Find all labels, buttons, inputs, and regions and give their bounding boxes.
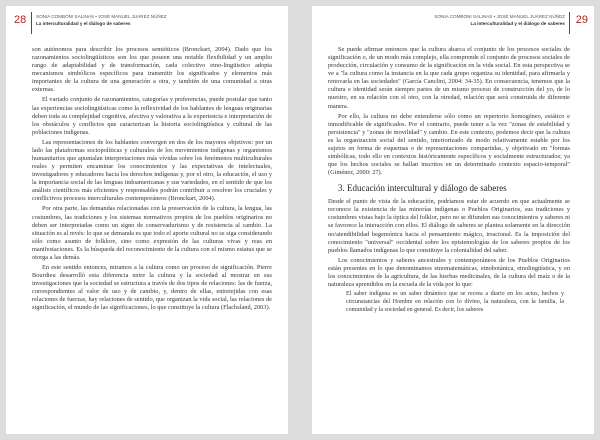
section-heading: 3. Educación intercultural y diálogo de saberes xyxy=(338,183,507,194)
header-divider xyxy=(31,12,32,34)
paragraph: En este sentido entonces, miramos a la cultura como un proceso de significación. Pierre Bourdieu desarrolló esta diferencia entre la cultura y la sociedad al mostrar en sus investigaciones que la sociedad se estructura a través de dos tipos de relaciones: las de fuerza, correspondientes al valor de uso y de cambio, y, dentro de ellas, entretejidas con esas relaciones de fuerzas, hay relaciones de sentido, que organizan la vida social, las relaciones de significación, el mundo de las significaciones, lo que constituye la cultura (Flachsland, 2003). xyxy=(32,264,272,312)
header-title: La interculturalidad y el diálogo de saberes xyxy=(36,21,131,26)
paragraph: Los conocimientos y saberes ancestrales y contemporáneos de los Pueblos Originarios están presentes en lo que denominamos etnomatemáticas, etnobotánica, etnolingüística, y en los conocimientos de la agricultura, de las hierbas medicinales, de la cultura del maíz o de la naturaleza aprendidos en la escuela de la vida por lo que: xyxy=(328,256,570,289)
running-header xyxy=(434,13,565,27)
paragraph: Se puede afirmar entonces que la cultura abarca el conjunto de los procesos sociales de significación o, de un modo más complejo, ella comprende el conjunto de procesos sociales de producción, circulación y consumo de la significación en la vida social. En esta perspectiva se ve a "la cultura como la instancia en la que cada grupo organiza su identidad, para afirmarla y renovarla en las sociedades" (García Canclini, 2004: 34-35). En consecuencia, tenemos que la cultura e identidad serán siempre partes de un mismo proceso de construcción del yo, de lo nuestro, en su relación con el otro, con la otredad, relación que será construida de diferente manera. xyxy=(328,46,570,110)
page-body xyxy=(32,46,272,428)
header-authors: SONIA COMBONI SALINAS • JOSÉ MANUEL JUÁREZ NÚÑEZ xyxy=(36,14,167,19)
paragraph: Por ello, la cultura no debe entenderse sólo como un repertorio homogéneo, estático e inmodificable de significados. Por el contrario, puede tener a la vez "zonas de estabilidad y persistencia" y "zonas de movilidad" y cambio. En este contexto, podemos decir que la cultura es la organización social del sentido, interiorizado de modo relativamente estable por los sujetos en forma de esquemas o de representaciones compartidas, y objetivado en "formas simbólicas, todo ello en contextos históricamente específicos y socialmente estructurados; ya que los hechos sociales se hallan inscritos en un determinado contexto espacio-temporal" (Giménez, 2000: 27). xyxy=(328,112,570,177)
paragraph: Desde el punto de vista de la educación, podríamos estar de acuerdo en que actualmente se reconoce la existencia de las minorías indígenas o Pueblos Originarios, sus tradiciones y costumbres vistas bajo la óptica del folklor, pero no se difunden sus conocimientos y saberes ni se favorece la interacción con ellos. El diálogo de saberes se plantea solamente en la dirección no/atendibilidad hegemónica hacia el pensamiento mágico, irracional. Es la imposición del conocimiento "universal" occidental sobre los epistemologías de los saberes propios de los pueblos llamados indígenas lo que constituye la colonialidad del saber. xyxy=(328,198,570,254)
paragraph: Por otra parte, las demandas relacionadas con la preservación de la cultura, la lengua, las costumbres, las tradiciones y los sistemas normativos propios de los pueblos originarios no deben ser interpretadas como un signo de conservadurismo y de resistencia al cambio. La situación es al revés: lo que se demanda es que todo el aporte cultural no se siga considerando sólo como asunto de folklore, sino como expresión de las culturas vivas y reas en manifestaciones. Es la búsqueda del reconocimiento de la cultura con el mismo estatus que se otorga a las demás. xyxy=(32,205,272,261)
left-page xyxy=(6,6,288,434)
header-authors: SONIA COMBONI SALINAS • JOSÉ MANUEL JUÁREZ NÚÑEZ xyxy=(434,14,565,19)
block-quote: El saber indígena es un saber dinámico que se recrea a diario en los actos, hechos y circunstancias del Hombre en relación con lo divino, la naturaleza, con la familia, la comunidad y la sociedad en general. Es decir, los saberes xyxy=(346,291,564,313)
page-header xyxy=(312,12,594,40)
right-page xyxy=(312,6,594,434)
header-title: La interculturalidad y el diálogo de saberes xyxy=(470,21,565,26)
paragraph: son autónomos para describir los procesos semióticos (Bronckart, 2004). Dado que los razonamientos sociolingüísticos son los que poseen una notable flexibilidad y un amplio rango de adaptabilidad y de transformación, cada colectivo etno-lingüístico adopta mecanismos simbólicos específicos para transmitir los significados y elementos más importantes de la cultura de una generación a otra, y también de una comunidad a otras externas. xyxy=(32,46,272,94)
page-body xyxy=(328,46,570,428)
page-number: 29 xyxy=(575,14,588,26)
page-header xyxy=(6,12,288,40)
header-divider xyxy=(569,12,570,34)
paragraph: El variado conjunto de razonamientos, categorías y preferencias, puede postular que tanto las experiencias sociolingüísticas como la reflexividad de los hablantes de lenguas originarias deben toda su complejidad cognitiva, afectiva y valorativa a la experiencia e interpretación de los obstáculos y conflictos que caracterizan la historia sociolingüística y cultural de las poblaciones indígenas. xyxy=(32,96,272,136)
paragraph: Las representaciones de los hablantes convergen en dos de los mayores objetivos: por un lado las plataformas sociopolíticas y culturales de los movimientos indígenas y organismos humanitarios que apuntalan interpretaciones más vívidas sobre los fenómenos multiculturales reales y permiten encaminar los conocimientos y las expectativas de intelectuales, investigadores y educadores hacia los derechos indígenas y, por el otro, la educación, el uso y la importancia social de las lenguas indoamericanas y sus variedades, en el sentido de que los análisis científicos más eficientes y responsables podrán contribuir a resolver los cruciales y conflictivos procesos interculturales contemporáneos (Bronckart, 2004). xyxy=(32,138,272,203)
running-header xyxy=(36,13,167,27)
page-number: 28 xyxy=(14,14,27,26)
